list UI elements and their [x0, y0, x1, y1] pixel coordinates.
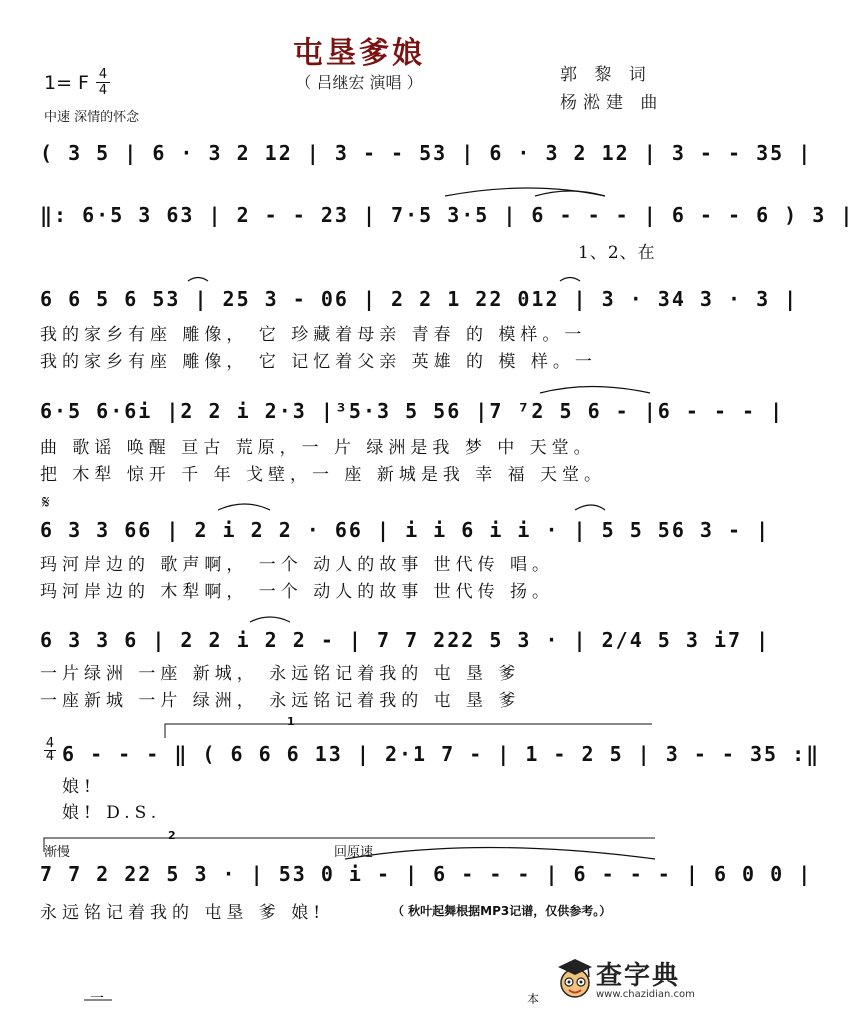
- slur-line-2b: [535, 191, 605, 196]
- lyric-line-5-verse-2: 玛河岸边的 木犁啊， 一个 动人的故事 世代传 扬。: [40, 582, 555, 602]
- lyric-line-4-verse-1: 曲 歌谣 唤醒 亘古 荒原，一 片 绿洲是我 梦 中 天堂。: [40, 438, 596, 458]
- watermark-logo: [556, 955, 706, 1007]
- footer-right-char: 本: [527, 992, 540, 1006]
- a-tempo-marking: 回原速: [334, 845, 374, 860]
- lyric-line-5-verse-1: 玛河岸边的 歌声啊， 一个 动人的故事 世代传 唱。: [40, 555, 555, 575]
- footer-left-char: 一: [90, 991, 104, 1007]
- notation-line-5: 6 3 3 66 | 2 i 2 2 · 66 | i i 6 i i · | 5 5 56 3 - |: [40, 518, 771, 542]
- time-signature-top: 4: [98, 67, 108, 82]
- lyric-line-3-verse-2: 我的家乡有座 雕像， 它 记忆着父亲 英雄 的 模 样。一: [40, 352, 597, 372]
- notation-line-3: 6 6 5 6 53 | 25 3 - 06 | 2 2 1 22 012 | 3 · 34 3 · 3 |: [40, 287, 799, 311]
- notation-line-8: 7 7 2 22 5 3 · | 53 0 i - | 6 - - - | 6 - - - | 6 0 0 |: [40, 862, 813, 886]
- slur-line-6: [250, 617, 290, 622]
- transcription-note: （ 秋叶起舞根据MP3记谱，仅供参考。）: [392, 904, 612, 918]
- key-signature: 1= F: [44, 72, 89, 94]
- volta-bracket-1: [165, 724, 652, 738]
- notation-line-4: 6·5 6·6i |2 2 i 2·3 |³5·3 5 56 |7 ⁷2 5 6 - |6 - - - |: [40, 399, 785, 423]
- lyric-line-7-verse-1: 娘!: [62, 777, 96, 797]
- time-signature-line-7-top: 4: [45, 736, 55, 751]
- lyric-line-4-verse-2: 把 木犁 惊开 千 年 戈壁，一 座 新城是我 幸 福 天堂。: [40, 465, 607, 485]
- lyric-line-2: 1、2、在: [578, 243, 656, 263]
- logo-url: www.chazidian.com: [596, 989, 695, 1000]
- lyric-line-6-verse-1: 一片绿洲 一座 新城， 永远铭记着我的 屯 垦 爹: [40, 664, 521, 684]
- song-subtitle: （ 吕继宏 演唱 ）: [295, 73, 423, 92]
- slur-line-3a: [188, 278, 208, 282]
- slur-line-8: [345, 848, 655, 860]
- notation-line-6: 6 3 3 6 | 2 2 i 2 2 - | 7 7 222 5 3 · | 2/4 5 3 i7 |: [40, 628, 771, 652]
- lyricist-credit: 郭 黎 词: [560, 65, 652, 85]
- song-title: 屯垦爹娘: [293, 36, 425, 71]
- volta-2-label: 2: [168, 829, 176, 842]
- lyric-line-7-verse-2: 娘! D.S.: [62, 803, 162, 823]
- slur-line-3b: [560, 278, 580, 282]
- time-signature-line-7: [44, 738, 56, 763]
- slur-line-2a: [445, 188, 605, 196]
- volta-1-label: 1: [287, 715, 295, 728]
- tempo-marking: 中速 深情的怀念: [44, 110, 140, 125]
- segno-sign: 𝄋: [42, 492, 50, 513]
- slur-line-4: [540, 387, 650, 394]
- notation-line-2: ‖: 6·5 3 63 | 2 - - 23 | 7·5 3·5 | 6 - - - | 6 - - 6 ) 3 |: [40, 203, 854, 227]
- slur-line-5a: [218, 504, 270, 510]
- time-signature: [96, 68, 110, 97]
- notation-line-1: ( 3 5 | 6 · 3 2 12 | 3 - - 53 | 6 · 3 2 12 | 3 - - 35 |: [40, 141, 813, 165]
- lyric-line-6-verse-2: 一座新城 一片 绿洲， 永远铭记着我的 屯 垦 爹: [40, 691, 521, 711]
- lyric-line-8: 永远铭记着我的 屯垦 爹 娘!: [40, 903, 326, 923]
- slur-line-5b: [575, 505, 605, 510]
- lyric-line-3-verse-1: 我的家乡有座 雕像， 它 珍藏着母亲 青春 的 模样。一: [40, 325, 587, 345]
- logo-text: 查字典: [596, 961, 681, 991]
- mascot-icon: [556, 955, 594, 1003]
- composer-credit: 杨淞建 曲: [560, 93, 664, 113]
- time-signature-line-7-bottom: 4: [45, 749, 55, 764]
- notation-line-7: 6 - - - ‖ ( 6 6 6 13 | 2·1 7 - | 1 - 2 5 | 3 - - 35 :‖: [62, 742, 821, 766]
- time-signature-bottom: 4: [98, 83, 108, 98]
- ritardando-marking: 渐慢: [44, 845, 71, 860]
